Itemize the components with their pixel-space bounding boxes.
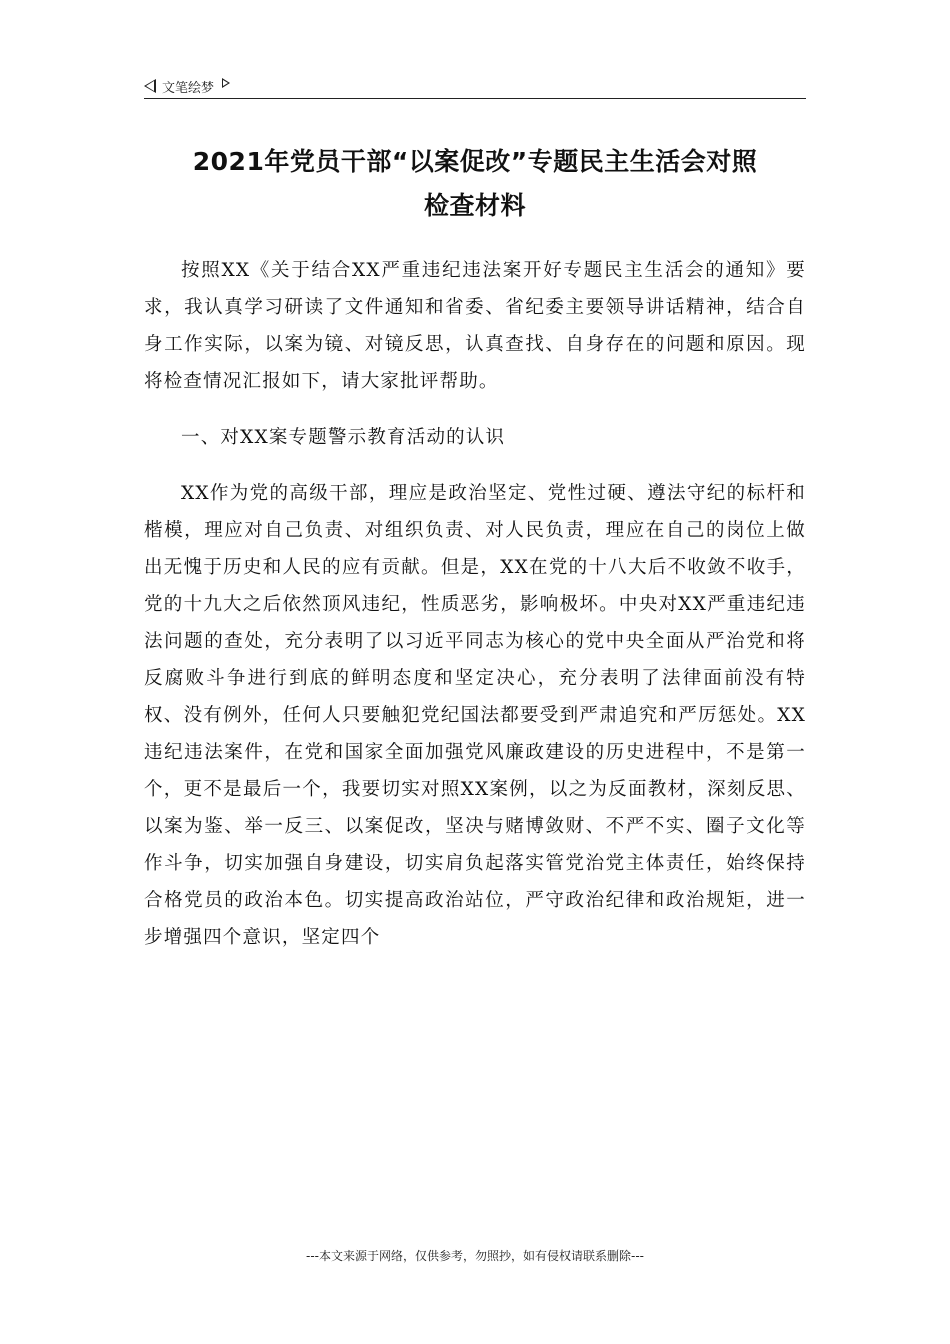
intro-paragraph: 按照XX《关于结合XX严重违纪违法案开好专题民主生活会的通知》要求，我认真学习研读了文件通知和省委、省纪委主要领导讲话精神，结合自身工作实际，以案为镜、对镜反思，认真查找、自身存在的问题和原因。现将检查情况汇报如下，请大家批评帮助。 bbox=[144, 260, 806, 392]
main-paragraph: XX作为党的高级干部，理应是政治坚定、党性过硬、遵法守纪的标杆和楷模，理应对自己负责、对组织负责、对人民负责，理应在自己的岗位上做出无愧于历史和人民的应有贡献。但是，XX在党的十八大后不收敛不收手，党的十九大之后依然顶风违纪，性质恶劣，影响极坏。中央对XX严重违纪违法问题的查处，充分表明了以习近平同志为核心的党中央全面从严治党和将反腐败斗争进行到底的鲜明态度和坚定决心，充分表明了法律面前没有特权、没有例外，任何人只要触犯党纪国法都要受到严肃追究和严厉惩处。XX违纪违法案件，在党和国家全面加强党风廉政建设的历史进程中，不是第一个，更不是最后一个，我要切实对照XX案例，以之为反面教材，深刻反思、以案为鉴、举一反三、以案促改，坚决与赌博敛财、不严不实、圈子文化等作斗争，切实加强自身建设，切实肩负起落实管党治党主体责任，始终保持合格党员的政治本色。切实提高政治站位，严守政治纪律和政治规矩，进一步增强四个意识，坚定四个 bbox=[144, 483, 806, 948]
section-heading: 一、对XX案专题警示教育活动的认识 bbox=[181, 427, 506, 448]
document-body bbox=[144, 252, 806, 956]
page-header bbox=[144, 74, 806, 98]
header-divider bbox=[144, 98, 806, 99]
triangle-right-icon bbox=[222, 78, 230, 88]
title-line-2: 检查材料 bbox=[423, 191, 526, 220]
title-line-1: 2021年党员干部“以案促改”专题民主生活会对照 bbox=[192, 147, 758, 176]
document-title bbox=[144, 140, 806, 228]
triangle-left-icon bbox=[144, 79, 156, 93]
page-footer-notice: ---本文来源于网络，仅供参考，勿照抄，如有侵权请联系删除--- bbox=[306, 1249, 644, 1263]
header-brand: 文笔绘梦 bbox=[162, 80, 215, 96]
